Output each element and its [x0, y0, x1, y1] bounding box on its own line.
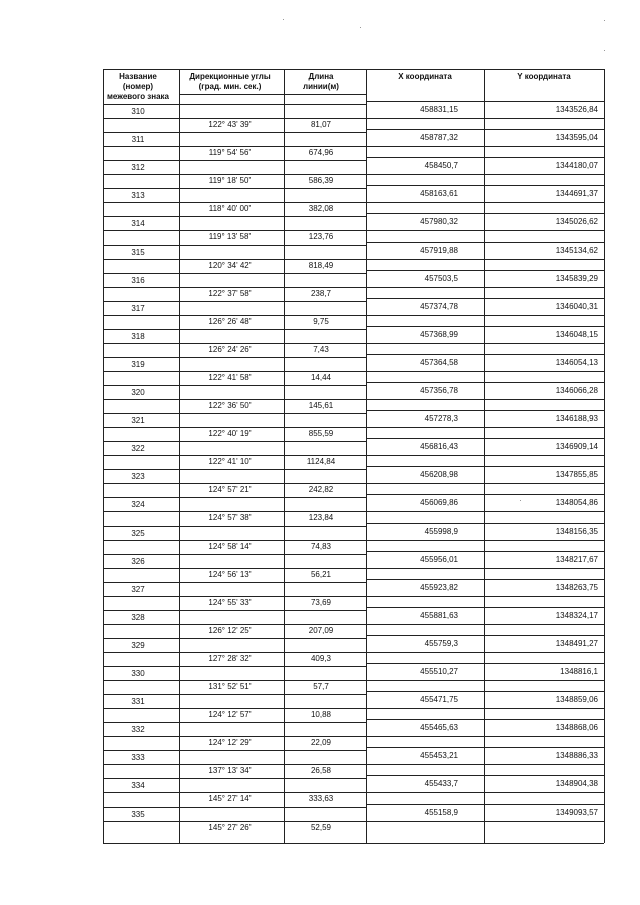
row-divider [103, 259, 604, 260]
row-divider [103, 610, 366, 611]
point-name: 318 [131, 332, 145, 341]
scan-speck [360, 27, 361, 28]
line-length: 81,07 [310, 120, 332, 129]
row-divider [103, 511, 604, 512]
row-divider [103, 666, 366, 667]
y-coordinate: 1348859,06 [555, 695, 598, 704]
x-coordinate: 456069,86 [420, 498, 458, 507]
direction-angle: 120° 34' 42" [208, 261, 252, 270]
row-divider [103, 680, 604, 681]
row-divider [366, 663, 604, 664]
y-coordinate: 1348886,33 [555, 751, 598, 760]
y-coordinate: 1348324,17 [555, 611, 598, 620]
point-name: 313 [131, 191, 145, 200]
row-divider [103, 455, 604, 456]
y-coordinate: 1345839,29 [555, 274, 598, 283]
point-name: 324 [131, 500, 145, 509]
row-divider [103, 652, 604, 653]
point-name: 312 [131, 163, 145, 172]
row-divider [103, 357, 366, 358]
row-divider [366, 101, 604, 102]
row-divider [103, 202, 604, 203]
row-divider [103, 792, 604, 793]
row-divider [103, 188, 366, 189]
row-divider [103, 497, 366, 498]
x-coordinate: 458163,61 [420, 189, 458, 198]
x-coordinate: 457278,3 [424, 414, 458, 423]
y-coordinate: 1346188,93 [555, 414, 598, 423]
row-divider [103, 764, 604, 765]
row-divider [366, 775, 604, 776]
x-coordinate: 455465,63 [420, 723, 458, 732]
x-coordinate: 455453,21 [420, 751, 458, 760]
y-coordinate: 1346040,31 [555, 302, 598, 311]
x-coordinate: 455956,01 [420, 555, 458, 564]
x-coordinate: 455433,7 [424, 779, 458, 788]
row-divider [103, 216, 366, 217]
x-coordinate: 455510,27 [420, 667, 458, 676]
x-coordinate: 455998,9 [424, 527, 458, 536]
x-coordinate: 456816,43 [420, 442, 458, 451]
row-divider [103, 132, 366, 133]
line-length: 57,7 [313, 682, 329, 691]
y-coordinate: 1346048,15 [555, 330, 598, 339]
direction-angle: 124° 57' 21" [208, 485, 252, 494]
x-coordinate: 457503,5 [424, 274, 458, 283]
row-divider [103, 596, 604, 597]
row-divider [366, 213, 604, 214]
line-length: 207,09 [308, 626, 334, 635]
x-coordinate: 457919,88 [420, 246, 458, 255]
line-length: 123,76 [308, 232, 334, 241]
x-coordinate: 455158,9 [424, 808, 458, 817]
header-line-length: Длина линии(м) [303, 72, 339, 91]
line-length: 22,09 [310, 738, 332, 747]
row-divider [103, 568, 604, 569]
row-divider [103, 343, 604, 344]
line-length: 242,82 [308, 485, 334, 494]
direction-angle: 124° 58' 14" [208, 542, 252, 551]
x-coordinate: 458450,7 [424, 161, 458, 170]
point-name: 326 [131, 557, 145, 566]
direction-angle: 122° 41' 58" [208, 373, 252, 382]
line-length: 145,61 [308, 401, 334, 410]
row-divider [366, 494, 604, 495]
point-name: 310 [131, 107, 145, 116]
row-divider [103, 245, 366, 246]
x-coordinate: 457374,78 [420, 302, 458, 311]
x-coordinate: 457368,99 [420, 330, 458, 339]
scan-speck [283, 19, 284, 20]
direction-angle: 122° 40' 19" [208, 429, 252, 438]
point-name: 332 [131, 725, 145, 734]
row-divider [103, 104, 366, 105]
line-length: 74,83 [310, 542, 332, 551]
y-coordinate: 1345026,62 [555, 217, 598, 226]
row-divider [103, 301, 366, 302]
x-coordinate: 458831,15 [420, 105, 458, 114]
direction-angle: 124° 12' 57" [208, 710, 252, 719]
y-coordinate: 1346909,14 [555, 442, 598, 451]
row-divider [366, 691, 604, 692]
point-name: 330 [131, 669, 145, 678]
x-coordinate: 457980,32 [420, 217, 458, 226]
row-divider [103, 554, 366, 555]
table-bottom-border [103, 843, 604, 844]
row-divider [103, 526, 366, 527]
row-divider [366, 185, 604, 186]
line-length: 56,21 [310, 570, 332, 579]
row-divider [103, 441, 366, 442]
direction-angle: 119° 13' 58" [208, 232, 252, 241]
row-divider [103, 399, 604, 400]
direction-angle: 122° 36' 50" [208, 401, 252, 410]
line-length: 123,84 [308, 513, 334, 522]
point-name: 325 [131, 529, 145, 538]
direction-angle: 145° 27' 26" [208, 823, 252, 832]
row-divider [103, 287, 604, 288]
row-divider [103, 807, 366, 808]
direction-angle: 124° 57' 38" [208, 513, 252, 522]
row-divider [103, 146, 604, 147]
point-name: 317 [131, 304, 145, 313]
y-coordinate: 1347855,85 [555, 470, 598, 479]
row-divider [103, 638, 366, 639]
point-name: 323 [131, 472, 145, 481]
y-coordinate: 1348217,67 [555, 555, 598, 564]
x-coordinate: 457356,78 [420, 386, 458, 395]
row-divider [103, 694, 366, 695]
y-coordinate: 1348868,06 [555, 723, 598, 732]
row-divider [103, 582, 366, 583]
line-length: 238,7 [310, 289, 332, 298]
y-coordinate: 1348156,35 [555, 527, 598, 536]
direction-angle: 119° 54' 56" [208, 148, 252, 157]
row-divider [103, 778, 366, 779]
row-divider [103, 160, 366, 161]
x-coordinate: 456208,98 [420, 470, 458, 479]
y-coordinate: 1348904,38 [555, 779, 598, 788]
line-length: 674,96 [308, 148, 334, 157]
row-divider [366, 635, 604, 636]
y-coordinate: 1348491,27 [555, 639, 598, 648]
point-name: 320 [131, 388, 145, 397]
row-divider [366, 607, 604, 608]
row-divider [366, 129, 604, 130]
direction-angle: 122° 37' 58" [208, 289, 252, 298]
point-name: 329 [131, 641, 145, 650]
x-coordinate: 455923,82 [420, 583, 458, 592]
row-divider [366, 410, 604, 411]
row-divider [366, 438, 604, 439]
header-x-coordinate: X координата [398, 72, 452, 81]
row-divider [366, 242, 604, 243]
direction-angle: 145° 27' 14" [208, 794, 252, 803]
point-name: 322 [131, 444, 145, 453]
y-coordinate: 1343526,84 [555, 105, 598, 114]
row-divider [366, 466, 604, 467]
line-length: 409,3 [310, 654, 332, 663]
y-coordinate: 1346054,13 [555, 358, 598, 367]
direction-angle: 127° 28' 32" [208, 654, 252, 663]
point-name: 315 [131, 248, 145, 257]
header-direction-angle: Дирекционные углы (град. мин. сек.) [189, 72, 271, 91]
row-divider [103, 821, 604, 822]
row-divider [103, 118, 604, 119]
header-y-coordinate: Y координата [517, 72, 571, 81]
direction-angle: 118° 40' 00" [208, 204, 252, 213]
point-name: 327 [131, 585, 145, 594]
row-divider [103, 427, 604, 428]
line-length: 1124,84 [306, 457, 336, 466]
row-divider [103, 483, 604, 484]
row-divider [103, 315, 604, 316]
scan-speck [520, 500, 521, 501]
column-border [284, 69, 285, 843]
row-divider [103, 722, 366, 723]
x-coordinate: 455471,75 [420, 695, 458, 704]
direction-angle: 122° 43' 39" [208, 120, 252, 129]
y-coordinate: 1348816,1 [560, 667, 598, 676]
line-length: 855,59 [308, 429, 334, 438]
direction-angle: 122° 41' 10" [208, 457, 252, 466]
direction-angle: 131° 52' 51" [208, 682, 252, 691]
row-divider [103, 273, 366, 274]
point-name: 316 [131, 276, 145, 285]
direction-angle: 126° 26' 48" [208, 317, 252, 326]
header-divider [179, 94, 366, 95]
point-name: 333 [131, 753, 145, 762]
direction-angle: 126° 12' 25" [208, 626, 252, 635]
row-divider [366, 270, 604, 271]
y-coordinate: 1348263,75 [555, 583, 598, 592]
row-divider [103, 750, 366, 751]
column-border [179, 69, 180, 843]
x-coordinate: 457364,58 [420, 358, 458, 367]
row-divider [103, 230, 604, 231]
x-coordinate: 458787,32 [420, 133, 458, 142]
line-length: 52,59 [310, 823, 332, 832]
direction-angle: 119° 18' 50" [208, 176, 252, 185]
x-coordinate: 455881,63 [420, 611, 458, 620]
row-divider [103, 708, 604, 709]
y-coordinate: 1344691,37 [555, 189, 598, 198]
row-divider [103, 385, 366, 386]
line-length: 26,58 [310, 766, 332, 775]
scan-speck [604, 20, 605, 21]
row-divider [366, 326, 604, 327]
line-length: 333,63 [308, 794, 334, 803]
y-coordinate: 1344180,07 [555, 161, 598, 170]
y-coordinate: 1349093,57 [555, 808, 598, 817]
direction-angle: 124° 56' 13" [208, 570, 252, 579]
line-length: 382,08 [308, 204, 334, 213]
header-point-name: Название (номер) межевого знака [106, 72, 170, 101]
direction-angle: 126° 24' 26" [208, 345, 252, 354]
row-divider [103, 624, 604, 625]
point-name: 335 [131, 810, 145, 819]
point-name: 331 [131, 697, 145, 706]
row-divider [366, 719, 604, 720]
line-length: 9,75 [313, 317, 329, 326]
scan-speck [604, 50, 605, 51]
y-coordinate: 1348054,86 [555, 498, 598, 507]
line-length: 586,39 [308, 176, 334, 185]
line-length: 818,49 [308, 261, 334, 270]
line-length: 14,44 [310, 373, 332, 382]
direction-angle: 137° 13' 34" [208, 766, 252, 775]
row-divider [103, 329, 366, 330]
row-divider [103, 736, 604, 737]
row-divider [103, 540, 604, 541]
row-divider [103, 174, 604, 175]
x-coordinate: 455759,3 [424, 639, 458, 648]
line-length: 73,69 [310, 598, 332, 607]
y-coordinate: 1346066,28 [555, 386, 598, 395]
point-name: 311 [131, 135, 145, 144]
line-length: 10,88 [310, 710, 332, 719]
row-divider [366, 298, 604, 299]
row-divider [366, 747, 604, 748]
y-coordinate: 1343595,04 [555, 133, 598, 142]
direction-angle: 124° 55' 33" [208, 598, 252, 607]
row-divider [366, 354, 604, 355]
line-length: 7,43 [313, 345, 329, 354]
point-name: 328 [131, 613, 145, 622]
row-divider [366, 579, 604, 580]
direction-angle: 124° 12' 29" [208, 738, 252, 747]
y-coordinate: 1345134,62 [555, 246, 598, 255]
row-divider [366, 157, 604, 158]
point-name: 321 [131, 416, 145, 425]
point-name: 334 [131, 781, 145, 790]
point-name: 314 [131, 219, 145, 228]
row-divider [366, 382, 604, 383]
point-name: 319 [131, 360, 145, 369]
row-divider [103, 371, 604, 372]
row-divider [366, 804, 604, 805]
row-divider [103, 469, 366, 470]
row-divider [366, 523, 604, 524]
row-divider [103, 413, 366, 414]
row-divider [366, 551, 604, 552]
column-border [604, 69, 605, 843]
